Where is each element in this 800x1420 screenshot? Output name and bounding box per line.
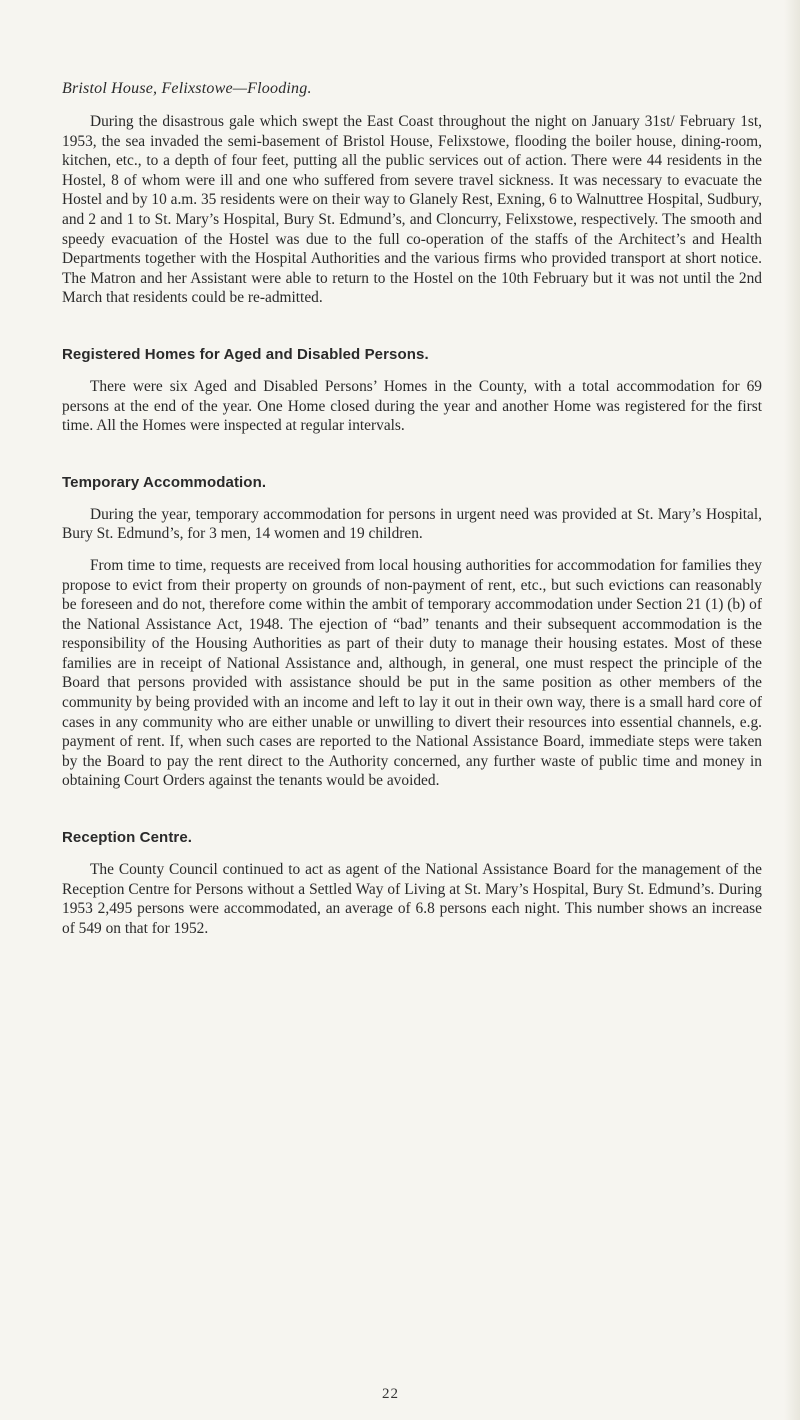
section-heading-temporary-accommodation: Temporary Accommodation.: [62, 473, 267, 491]
paragraph-temporary-accommodation-1: During the year, temporary accommodation for persons in urgent need was provided at St. Mary’s Hospital, Bury St. Edmund’s, for 3 men, 14 women and 19 children.: [62, 505, 762, 543]
paragraph-temporary-accommodation-2: From time to time, requests are received from local housing authorities for accommodation for families they propose to evict from their property on grounds of non-payment of rent, etc., but such evictions can reasonably be foreseen and do not, therefore come within the ambit of temporary accommodation under Section 21 (1) (b) of the National Assistance Act, 1948. The ejection of “bad” tenants and their subsequent accommodation is the responsibility of the Housing Authorities as part of their duty to manage their housing estates. Most of these families are in receipt of National Assistance and, although, in general, one must respect the principle of the Board that persons provided with assistance should be put in the same position as other members of the community by being provided with an income and left to lay it out in their own way, there is a small hard core of cases in any community who are either unable or unwilling to divert their resources into essential channels, e.g. payment of rent. If, when such cases are reported to the National Assistance Board, immediate steps were taken by the Board to pay the rent direct to the Authority concerned, any further waste of public time and money in obtaining Court Orders against the tenants would be avoided.: [62, 556, 762, 790]
section-heading-reception-centre: Reception Centre.: [62, 829, 193, 847]
document-page: [62, 80, 762, 938]
paragraph-reception-centre: The County Council continued to act as agent of the National Assistance Board for the management of the Reception Centre for Persons without a Settled Way of Living at St. Mary’s Hospital, Bury St. Edmund’s. During 1953 2,495 persons were accommodated, an average of 6.8 persons each night. This number shows an increase of 549 on that for 1952.: [62, 861, 762, 937]
paragraph-bristol-house: During the disastrous gale which swept the East Coast throughout the night on January 31st/ February 1st, 1953, the sea invaded the semi-basement of Bristol House, Felixstowe, flooding the boiler house, dining-room, kitchen, etc., to a depth of four feet, putting all the public services out of action. There were 44 residents in the Hostel, 8 of whom were ill and one who suffered from severe travel sickness. It was necessary to evacuate the Hostel and by 10 a.m. 35 residents were on their way to Glanely Rest, Exning, 6 to Walnuttree Hospital, Sudbury, and 2 and 1 to St. Mary’s Hospital, Bury St. Edmund’s, and Cloncurry, Felixstowe, respectively. The smooth and speedy evacuation of the Hostel was due to the full co-operation of the staffs of the Architect’s and Health Departments together with the Hospital Authorities and the various firms who provided transport at short notice. The Matron and her Assistant were able to return to the Hostel on the 10th February but it was not until the 2nd March that residents could be re-admitted.: [62, 113, 762, 307]
section-heading-bristol-house: Bristol House, Felixstowe—Flooding.: [62, 80, 312, 97]
paragraph-registered-homes: There were six Aged and Disabled Persons’ Homes in the County, with a total accommodation for 69 persons at the end of the year. One Home closed during the year and another Home was registered for the first time. All the Homes were inspected at regular intervals.: [62, 377, 762, 435]
page-edge-shadow: [784, 0, 800, 1420]
page-number: 22: [382, 1386, 399, 1402]
section-heading-registered-homes: Registered Homes for Aged and Disabled Persons.: [62, 345, 429, 363]
